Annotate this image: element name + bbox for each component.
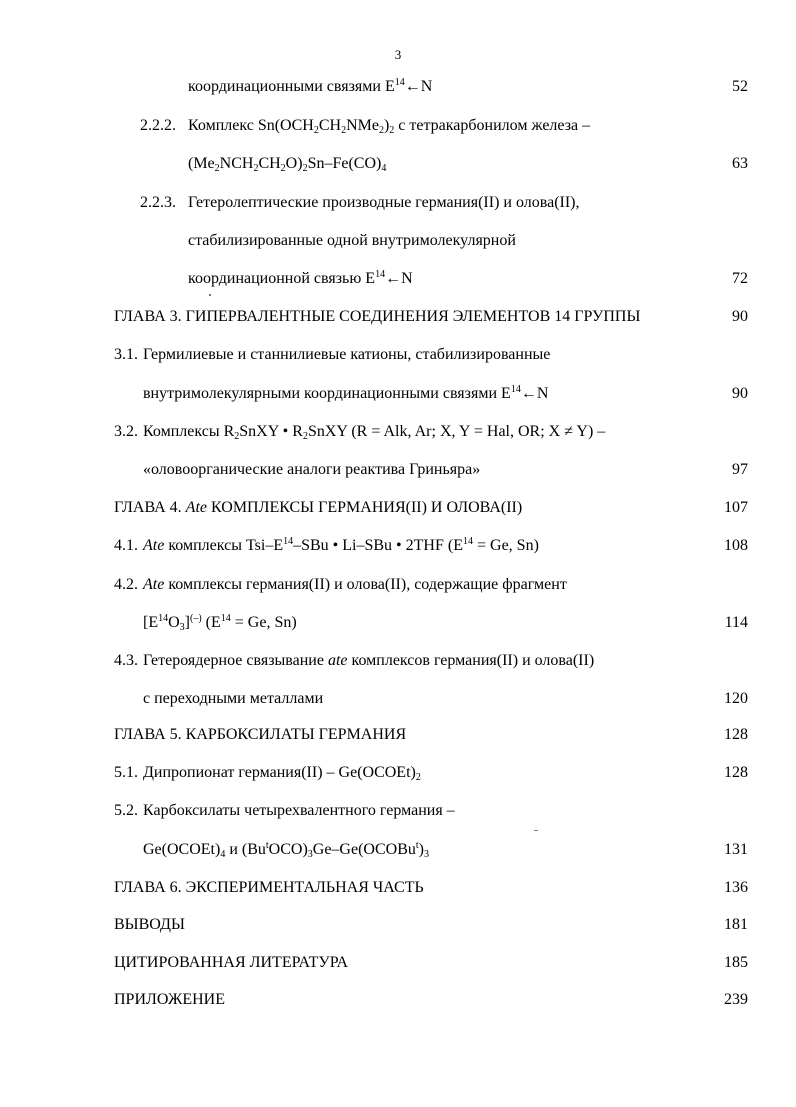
toc-chapter-3: ГЛАВА 3. ГИПЕРВАЛЕНТНЫЕ СОЕДИНЕНИЯ ЭЛЕМЕНТОВ 14 ГРУППЫ 90 [0, 305, 796, 329]
toc-entry-2-2-3-cont1: стабилизированные одной внутримолекулярной [188, 232, 516, 249]
toc-references: ЦИТИРОВАННАЯ ЛИТЕРАТУРА 185 [0, 951, 796, 975]
page-number: 3 [394, 47, 402, 62]
page-ref: 131 [724, 841, 748, 858]
page-ref: 90 [732, 385, 748, 402]
toc-entry-4-2-cont: $[E^{14}O_3]^{(-)}$ ($E^{14} = Ge$, Sn) 114 [143, 613, 748, 633]
section-number: 5.2. [114, 802, 138, 819]
page-ref: 181 [724, 916, 748, 933]
page-ref: 128 [724, 764, 748, 781]
toc-conclusions: ВЫВОДЫ 181 [0, 913, 796, 937]
toc-entry-5-2-cont: $Ge(OCOEt)_4$ и $(Bu^tOCO)_3Ge-Ge(OCOBu^t)_3$ 131 [143, 840, 748, 860]
toc-chapter-4: ГЛАВА 4. Ate КОМПЛЕКСЫ ГЕРМАНИЯ(II) И ОЛОВА(II) 107 [0, 496, 796, 520]
toc-entry-2-2-1-cont: координационными связями $E^{14}\leftarrow N$ 52 [0, 75, 796, 99]
page-ref: 128 [724, 726, 748, 743]
section-number: 4.3. [114, 652, 138, 669]
section-number: 4.1. [114, 537, 138, 554]
toc-entry-4-3: 4.3. Гетероядерное связывание ate комплексов германия(II) и олова(II) [0, 649, 796, 673]
toc-entry-4-1: 4.1. Ate комплексы Tsi–$E^{14}$–SBu • Li–SBu • 2THF ($E^{14} = Ge$, Sn) 108 [0, 534, 796, 558]
page-ref: 239 [724, 991, 748, 1008]
section-number: 5.1. [114, 764, 138, 781]
page-ref: 108 [724, 537, 748, 554]
page-ref: 114 [724, 614, 748, 631]
page-ref: 72 [732, 270, 748, 287]
page-ref: 185 [724, 954, 748, 971]
toc-entry-3-2-cont: «оловоорганические аналоги реактива Гриньяра» 97 [0, 458, 796, 482]
section-number: 3.2. [114, 423, 138, 440]
toc-chapter-5: ГЛАВА 5. КАРБОКСИЛАТЫ ГЕРМАНИЯ 128 [0, 723, 796, 747]
toc-entry-2-2-3: 2.2.3. Гетеролептические производные германия(II) и олова(II), [0, 191, 796, 215]
toc-entry-5-1: 5.1. Дипропионат германия(II) – $Ge(OCOEt)_2$ 128 [0, 761, 796, 785]
page-ref: 63 [732, 155, 748, 172]
section-number: 3.1. [114, 346, 138, 363]
page-ref: 136 [724, 879, 748, 896]
toc-appendix: ПРИЛОЖЕНИЕ 239 [0, 988, 796, 1012]
toc-chapter-6: ГЛАВА 6. ЭКСПЕРИМЕНТАЛЬНАЯ ЧАСТЬ 136 [0, 876, 796, 900]
toc-entry-4-3-cont: с переходными металлами 120 [0, 687, 796, 711]
toc-entry-3-1-cont: внутримолекулярными координационными связями $E^{14}\leftarrow N$ 90 [0, 382, 796, 406]
section-number: 4.2. [114, 576, 138, 593]
toc-entry-3-1: 3.1. Гермилиевые и станнилиевые катионы, стабилизированные [0, 343, 796, 367]
toc-entry-2-2-2-cont: $(Me_2NCH_2CH_2O)_2Sn-Fe(CO)_4$ 63 [0, 152, 796, 176]
page-ref: 107 [724, 499, 748, 516]
toc-entry-3-2: 3.2. Комплексы $R_2SnXY$ • $R_2SnXY$ (R = Alk, Ar; X, Y = Hal, OR; X ≠ Y) – [0, 420, 796, 444]
page-ref: 97 [732, 461, 748, 478]
scan-speck [534, 830, 538, 831]
toc-entry-4-2: 4.2. Ate комплексы германия(II) и олова(II), содержащие фрагмент [0, 573, 796, 597]
scan-speck [209, 294, 211, 296]
toc-entry-2-2-3-cont2: координационной связью $E^{14}\leftarrow N$ 72 [0, 267, 796, 291]
page-ref: 90 [732, 308, 748, 325]
page-ref: 120 [724, 690, 748, 707]
toc-entry-2-2-2: 2.2.2. Комплекс $Sn(OCH_2CH_2NMe_2)_2$ с тетракарбонилом железа – [0, 114, 796, 138]
toc-entry-5-2: 5.2. Карбоксилаты четырехвалентного германия – [0, 799, 796, 823]
section-number: 2.2.3. [140, 194, 176, 211]
section-number: 2.2.2. [140, 117, 176, 134]
page-ref: 52 [732, 78, 748, 95]
